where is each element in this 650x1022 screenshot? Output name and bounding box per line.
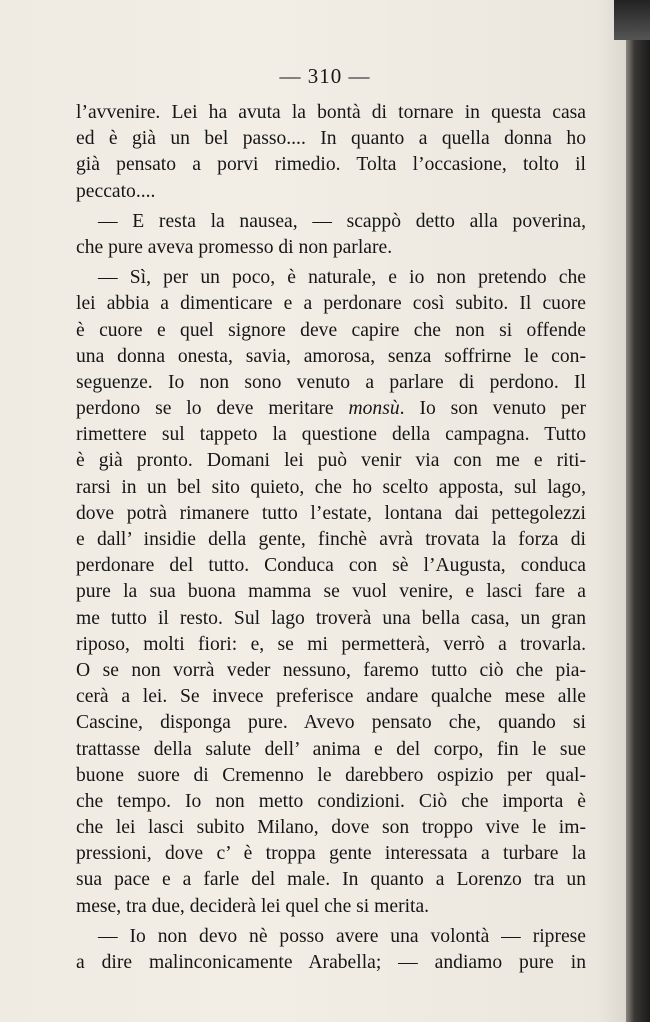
text-line: riposo, molti fiori: e, se mi permetterà, verrò a trovarla. (76, 633, 586, 655)
paragraph (76, 209, 586, 261)
text-line: rimettere sul tappeto la questione della campagna. Tutto (76, 424, 586, 446)
paragraph (76, 100, 586, 205)
paragraph (76, 924, 586, 976)
text-line: me tutto il resto. Sul lago troverà una bella casa, un gran (76, 607, 586, 629)
text-line: peccato.... (76, 180, 156, 202)
text-line: ed è già un bel passo.... In quanto a quella donna ho (76, 128, 586, 150)
text-line: — Io non devo nè posso avere una volontà — riprese (98, 925, 586, 947)
text-line: perdono se lo deve meritare monsù. Io son venuto per (76, 398, 586, 420)
text-line: Cascine, disponga pure. Avevo pensato che, quando si (76, 712, 586, 734)
text-line: seguenze. Io non sono venuto a parlare di perdono. Il (76, 371, 586, 393)
text-line: buone suore di Cremenno le darebbero ospizio per qual- (76, 764, 586, 786)
text-line: che lei lasci subito Milano, dove son troppo vive le im- (76, 817, 586, 839)
text-line: sua pace e a farle del male. In quanto a Lorenzo tra un (76, 869, 586, 891)
text-line: O se non vorrà veder nessuno, faremo tutto ciò che pia- (76, 659, 586, 681)
text-line: che tempo. Io non metto condizioni. Ciò che importa è (76, 790, 586, 812)
paragraph (76, 265, 586, 920)
page-text (76, 100, 586, 976)
page-number: — 310 — (279, 64, 371, 88)
text-line: e dall’ insidie della gente, finchè avrà trovata la forza di (76, 529, 586, 550)
book-spine-top (614, 0, 650, 40)
text-line: che pure aveva promesso di non parlare. (76, 236, 393, 258)
text-line: rarsi in un bel sito quieto, che ho scelto apposta, sul lago, (76, 476, 586, 498)
text-line: una donna onesta, savia, amorosa, senza soffrirne le con- (76, 345, 586, 367)
text-line: pressioni, dove c’ è troppa gente interessata a turbare la (76, 843, 586, 865)
text-line: l’avvenire. Lei ha avuta la bontà di tornare in questa casa (76, 102, 586, 123)
text-line: cerà a lei. Se invece preferisce andare qualche mese alle (76, 686, 586, 708)
text-line: è cuore e quel signore deve capire che non si offende (76, 319, 586, 341)
text-line: pure la sua buona mamma se vuol venire, e lasci fare a (76, 581, 586, 603)
text-line: lei abbia a dimenticare e a perdonare così subito. Il cuore (76, 293, 586, 315)
text-line: perdonare del tutto. Conduca con sè l’Augusta, conduca (76, 555, 586, 577)
text-line: trattasse della salute dell’ anima e del corpo, fin le sue (76, 738, 586, 760)
text-line: è già pronto. Domani lei può venir via con me e riti- (76, 450, 586, 472)
text-line: — E resta la nausea, — scappò detto alla poverina, (98, 210, 586, 232)
text-line: mese, tra due, deciderà lei quel che si merita. (76, 895, 430, 917)
text-line: — Sì, per un poco, è naturale, e io non pretendo che (98, 267, 586, 289)
book-spine-shadow (626, 0, 650, 1022)
text-line: dove potrà rimanere tutto l’estate, lontana dai pettegolezzi (76, 502, 586, 524)
text-line: a dire malinconicamente Arabella; — andiamo pure in (76, 952, 586, 973)
italic-word: monsù (348, 398, 400, 420)
text-line: già pensato a porvi rimedio. Tolta l’occasione, tolto il (76, 154, 586, 176)
